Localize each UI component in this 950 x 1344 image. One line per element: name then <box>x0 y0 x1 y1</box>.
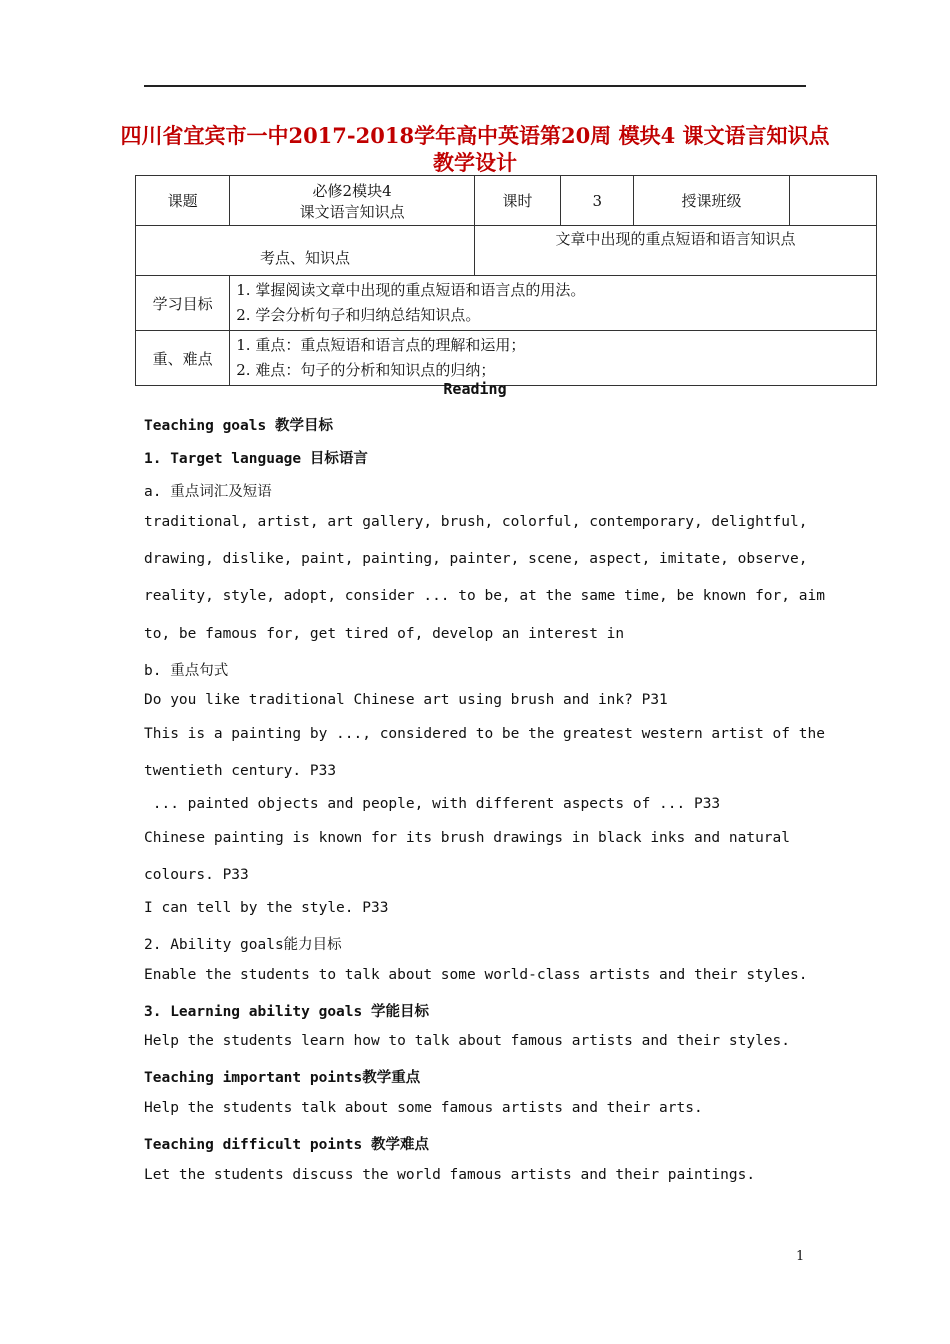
header-rule <box>144 85 806 87</box>
key-item: 2. 难点：句子的分析和知识点的归纳； <box>236 361 496 379</box>
key-item: 1. 重点：重点短语和语言点的理解和运用； <box>236 336 526 354</box>
sentence-4a: Chinese painting is known for its brush drawings in black inks and natural <box>144 830 791 846</box>
sentence-heading: b. 重点句式 <box>144 663 229 679</box>
points-value: 文章中出现的重点短语和语言知识点 <box>474 226 876 276</box>
hours-label: 课时 <box>474 176 560 226</box>
lesson-info-table <box>135 175 877 386</box>
reading-heading: Reading <box>443 380 507 398</box>
difficult-heading: Teaching difficult points 教学难点 <box>144 1137 429 1153</box>
points-label-text: 考点、知识点 <box>259 249 350 267</box>
points-label <box>136 226 475 276</box>
vocab-heading: a. 重点词汇及短语 <box>144 484 272 500</box>
difficult-text: Let the students discuss the world famous artists and their paintings. <box>144 1167 756 1183</box>
topic-line-1: 必修2模块4 <box>312 181 392 200</box>
class-value <box>789 176 876 226</box>
goals-list <box>230 276 877 331</box>
document-title: 四川省宜宾市一中2017-2018学年高中英语第20周 模块4 课文语言知识点教学设计 <box>120 123 830 175</box>
goal-item: 2. 学会分析句子和归纳总结知识点。 <box>236 306 481 324</box>
topic-line-2: 课文语言知识点 <box>299 202 405 221</box>
page-number: 1 <box>796 1249 805 1264</box>
topic-value <box>230 176 475 226</box>
vocab-line: reality, style, adopt, consider ... to be, at the same time, be known for, aim <box>144 588 825 604</box>
vocab-line: drawing, dislike, paint, painting, painter, scene, aspect, imitate, observe, <box>144 551 808 567</box>
target-language-heading: 1. Target language 目标语言 <box>144 451 368 467</box>
goal-item: 1. 掌握阅读文章中出现的重点短语和语言点的用法。 <box>236 281 586 299</box>
learning-heading: 3. Learning ability goals 学能目标 <box>144 1004 429 1020</box>
sentence-3: ... painted objects and people, with different aspects of ... P33 <box>144 796 721 812</box>
sentence-4b: colours. P33 <box>144 867 249 883</box>
important-heading: Teaching important points教学重点 <box>144 1070 421 1086</box>
important-text: Help the students talk about some famous artists and their arts. <box>144 1100 703 1116</box>
sentence-2b: twentieth century. P33 <box>144 763 337 779</box>
teaching-goals-heading: Teaching goals 教学目标 <box>144 418 333 434</box>
hours-value: 3 <box>561 176 634 226</box>
vocab-line: traditional, artist, art gallery, brush, colorful, contemporary, delightful, <box>144 514 808 530</box>
sentence-2a: This is a painting by ..., considered to be the greatest western artist of the <box>144 726 825 742</box>
class-label: 授课班级 <box>634 176 789 226</box>
key-label: 重、难点 <box>136 331 230 386</box>
vocab-line: to, be famous for, get tired of, develop an interest in <box>144 626 625 642</box>
sentence-5: I can tell by the style. P33 <box>144 900 389 916</box>
goals-label: 学习目标 <box>136 276 230 331</box>
key-list <box>230 331 877 386</box>
topic-label: 课题 <box>136 176 230 226</box>
ability-heading: 2. Ability goals能力目标 <box>144 937 342 953</box>
ability-text: Enable the students to talk about some world-class artists and their styles. <box>144 967 808 983</box>
learning-text: Help the students learn how to talk about famous artists and their styles. <box>144 1033 791 1049</box>
sentence-1: Do you like traditional Chinese art using brush and ink? P31 <box>144 692 668 708</box>
